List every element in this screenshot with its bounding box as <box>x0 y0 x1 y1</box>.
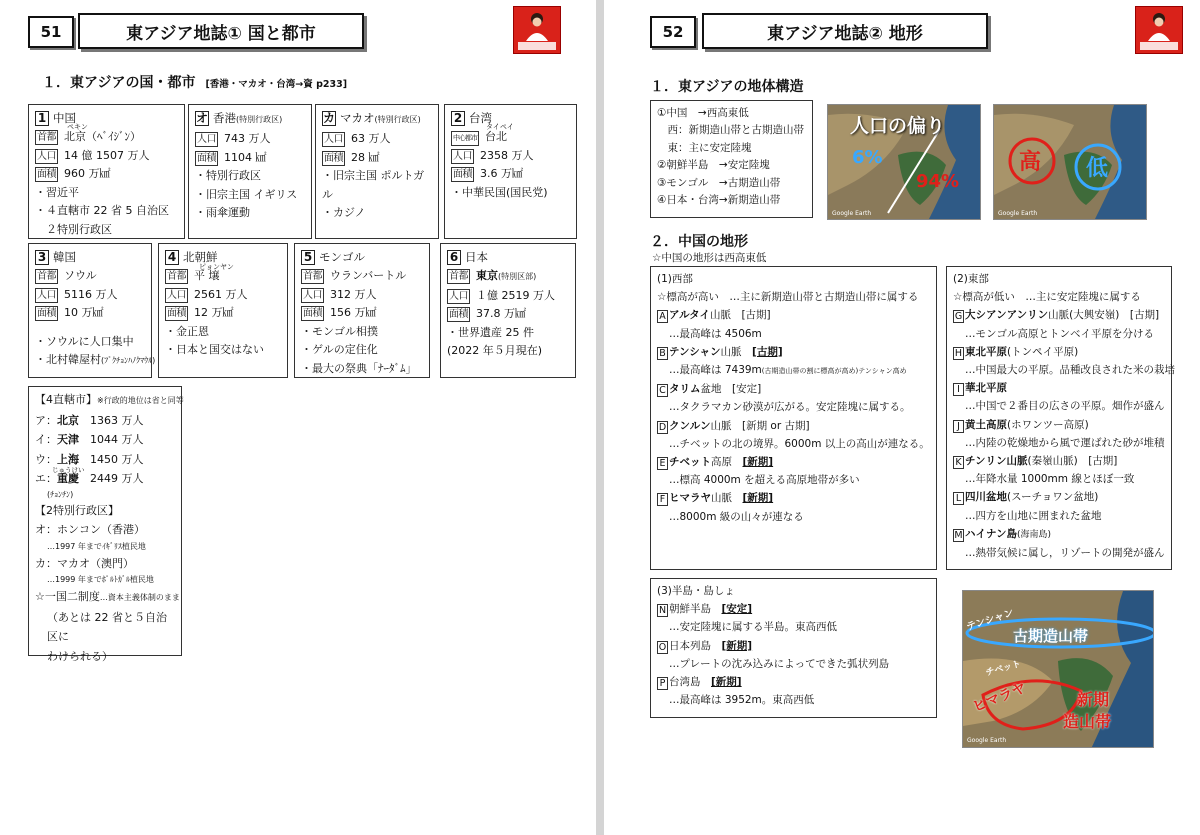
orogenic-belt-map: テンシャン 古期造山帯 チベット ヒマラヤ 新期 造山帯 Google Earth <box>962 590 1154 748</box>
country-card-north-korea: 4 北朝鮮 首都 平 壌 人口 2561 万人 面積 12 万㎢ ・金正恩 ・日本と国交はない <box>158 243 288 378</box>
east-terrain-box: (2)東部 ☆標高が低い …主に安定陸塊に属する G 大シアンアンリン山脈(大興安嶺) [古期] …モンゴル高原とトンベイ平原を分ける H 東北平原(トンペイ平原) …中国最大の平原。品種改良された米の栽培 I 華北平原 …中国で２番目の広さの平原。畑作が盛ん J 黄土高原(ホワンツー高原) …内陸の乾燥地から風で運ばれた砂が堆積 K チンリン山脈(秦嶺山脈) [古期] …年降水量 1000mm 線とほぼ一致 L 四川盆地(スーチョワン盆地) …四方を山地に囲まれた盆地 M ハイナン島(海南島) …熱帯気候に属し，リゾートの開発が盛ん <box>946 266 1172 570</box>
country-card-korea: 3 韓国 首都 ソウル 人口 5116 万人 面積 10 万㎢ ・ソウルに人口集中 ・北村韓屋村(ﾌﾞｸﾁｮﾝﾊﾉｸﾏｳﾙ) <box>28 243 152 378</box>
country-card-mongolia: 5 モンゴル 首都 ウランバートル 人口 312 万人 面積 156 万㎢ ・モンゴル相撲 ・ゲルの定住化 ・最大の祭典「ﾅｰﾀﾞﾑ」 <box>294 243 430 378</box>
section-heading-2: ２．中国の地形 <box>650 234 748 250</box>
country-card-japan: 6 日本 首都 東京(特別区部) 人口 １億 2519 万人 面積 37.8 万㎢ ・世界遺産 25 件 (2022 年５月現在) <box>440 243 576 378</box>
country-card-macau: カ マカオ(特別行政区) 人口 63 万人 面積 28 ㎢ ・旧宗主国 ポルトガル ・カジノ <box>315 104 439 239</box>
elevation-map: 高 低 Google Earth <box>993 104 1147 220</box>
section-heading: １．東アジアの地体構造 <box>650 79 804 95</box>
section-heading: １．東アジアの国・都市 [香港・マカオ・台湾→資 p233] <box>42 75 348 91</box>
structure-box: ①中国 →西高東低 西：新期造山帯と古期造山帯 東：主に安定陸塊 ②朝鮮半島 →安定陸塊 ③モンゴル →古期造山帯 ④日本・台湾→新期造山帯 <box>650 100 813 218</box>
page-title: 東アジア地誌① 国と都市 <box>78 13 364 49</box>
page-52: 52 東アジア地誌② 地形 １．東アジアの地体構造 ①中国 →西高東低 西：新期造山帯と古期造山帯 東：主に安定陸塊 ②朝鮮半島 →安定陸塊 ③モンゴル →古期造山帯 ④日本・台湾→新期造山帯 人口の偏り 6% 94% Google Earth 高 低 Google Earth ２．中国の地形 ☆中国の地形は西高東低 (1)西部 ☆標高が高い …主に新期造山帯と古期造山帯に属する A アルタイ山脈 [古期] …最高峰は 4506m B テンシャン山脈 [古期] …最高峰は 7439m(古期造山帯の割に標高が高め)テンシャン高め C タリム盆地 [安定] …タクラマカン砂漠が広がる。安定陸塊に属する。 D クンルン山脈 [新期 or 古期] …チベットの北の境界。6000m 以上の高山が連なる。 E チベット高原 [新期] …標高 4000m を超える高原地帯が多い F ヒマラヤ山脈 [新期] …8000m 級の山々が連なる (2)東部 ☆標高が低い …主に安定陸塊に属する G 大シアンアンリン山脈(大興安嶺) [古期] …モンゴル高原とトンベイ平原を分ける H 東北平原(トンペイ平原) …中国最大の平原。品種改良された米の栽培 I 華北平原 …中国で２番目の広さの平原。畑作が盛ん J 黄土高原(ホワンツー高原) …内陸の乾燥地から風で運ばれた砂が堆積 K チンリン山脈(秦嶺山脈) [古期] …年降水量 1000mm 線とほぼ一致 L 四川盆地(スーチョワン盆地) …四方を山地に囲まれた盆地 M ハイナン島(海南島) …熱帯気候に属し，リゾートの開発が盛ん (3)半島・島しょ N 朝鮮半島 [安定] …安定陸塊に属する半島。東高西低 O 日本列島 [新期] …プレートの沈み込みによってできた弧状列島 P 台湾島 [新期] …最高峰は 3952m。東高西低 テンシャン 古期造山帯 チベット ヒマラヤ 新期 造山帯 Google Earth <box>604 0 1200 835</box>
country-card-hongkong: オ 香港(特別行政区) 人口 743 万人 面積 1104 ㎢ ・特別行政区 ・旧宗主国 イギリス ・雨傘運動 <box>188 104 312 239</box>
country-card-china: 1 中国 首都 北京（ﾍﾞｲｼﾞﾝ） 人口 14 億 1507 万人 面積 960 万㎢ ・習近平 ・４直轄市 22 省 5 自治区 ２特別行政区 <box>28 104 185 239</box>
country-card-taiwan: 2 台湾 中心都市 台北 人口 2358 万人 面積 3.6 万㎢ ・中華民国(国民党) <box>444 104 577 239</box>
page-51: 51 東アジア地誌① 国と都市 １．東アジアの国・都市 [香港・マカオ・台湾→資 p233] 1 中国 首都 北京（ﾍﾞｲｼﾞﾝ） 人口 14 億 1507 万人 面積 960 万㎢ ・習近平 ・４直轄市 22 省 5 自治区 ２特別行政区 ペキン オ 香港(特別行政区) 人口 743 万人 面積 1104 ㎢ ・特別行政区 ・旧宗主国 イギリス ・雨傘運動 カ マカオ(特別行政区) 人口 63 万人 面積 28 ㎢ ・旧宗主国 ポルトガル ・カジノ 2 台湾 中心都市 台北 人口 2358 万人 面積 3.6 万㎢ ・中華民国(国民党) タイペイ 3 韓国 首都 ソウル 人口 5116 万人 面積 10 万㎢ ・ソウルに人口集中 ・北村韓屋村(ﾌﾞｸﾁｮﾝﾊﾉｸﾏｳﾙ) 4 北朝鮮 首都 平 壌 人口 2561 万人 面積 12 万㎢ ・金正恩 ・日本と国交はない ピョンヤン 5 モンゴル 首都 ウランバートル 人口 312 万人 面積 156 万㎢ ・モンゴル相撲 ・ゲルの定住化 ・最大の祭典「ﾅｰﾀﾞﾑ」 6 日本 首都 東京(特別区部) 人口 １億 2519 万人 面積 37.8 万㎢ ・世界遺産 25 件 (2022 年５月現在) 【4直轄市】※行政的地位は省と同等 ア：北京 1363 万人 イ：天津 1044 万人 ウ：上海 1450 万人 エ：重慶 2449 万人 (ﾁｮﾝﾁﾝ) 【2特別行政区】 オ：ホンコン（香港） …1997 年までｲｷﾞﾘｽ植民地 カ：マカオ（澳門） …1999 年までﾎﾟﾙﾄｶﾞﾙ植民地 ☆一国二制度…資本主義体制のまま （あとは 22 省と５自治区に わけられる） じゅうけい <box>0 0 596 835</box>
west-terrain-box: (1)西部 ☆標高が高い …主に新期造山帯と古期造山帯に属する A アルタイ山脈 [古期] …最高峰は 4506m B テンシャン山脈 [古期] …最高峰は 7439m(古期造山帯の割に標高が高め)テンシャン高め C タリム盆地 [安定] …タクラマカン砂漠が広がる。安定陸塊に属する。 D クンルン山脈 [新期 or 古期] …チベットの北の境界。6000m 以上の高山が連なる。 E チベット高原 [新期] …標高 4000m を超える高原地帯が多い F ヒマラヤ山脈 [新期] …8000m 級の山々が連なる <box>650 266 937 570</box>
page-number: 52 <box>650 16 696 48</box>
peninsula-islands-box: (3)半島・島しょ N 朝鮮半島 [安定] …安定陸塊に属する半島。東高西低 O 日本列島 [新期] …プレートの沈み込みによってできた弧状列島 P 台湾島 [新期] …最高峰は 3952m。東高西低 <box>650 578 937 718</box>
page-number: 51 <box>28 16 74 48</box>
population-map: 人口の偏り 6% 94% Google Earth <box>827 104 981 220</box>
municipalities-box: 【4直轄市】※行政的地位は省と同等 ア：北京 1363 万人 イ：天津 1044 万人 ウ：上海 1450 万人 エ：重慶 2449 万人 (ﾁｮﾝﾁﾝ) 【2特別行政区】 オ：ホンコン（香港） …1997 年までｲｷﾞﾘｽ植民地 カ：マカオ（澳門） …1999 年までﾎﾟﾙﾄｶﾞﾙ植民地 ☆一国二制度…資本主義体制のまま （あとは 22 省と５自治区に わけられる） <box>28 386 182 656</box>
author-logo <box>1135 6 1183 54</box>
author-logo <box>513 6 561 54</box>
page-title: 東アジア地誌② 地形 <box>702 13 988 49</box>
page-gutter <box>596 0 604 835</box>
